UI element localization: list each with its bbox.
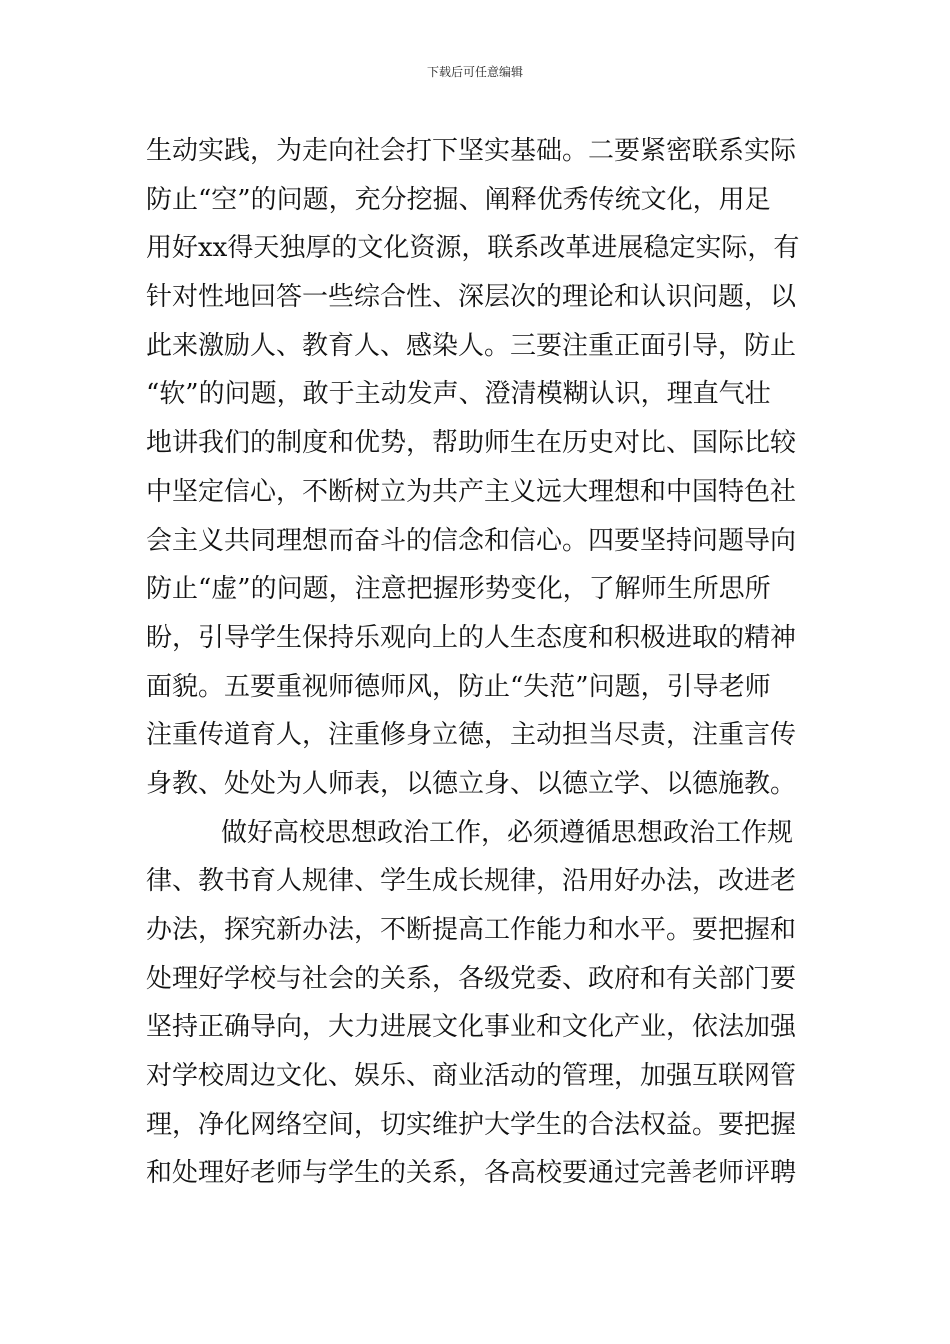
text-line: 此来激励人、教育人、感染人。三要注重正面引导，防止	[146, 330, 797, 361]
text-line: 对学校周边文化、娱乐、商业活动的管理，加强互联网管	[146, 1061, 797, 1092]
text-line: 做好高校思想政治工作，必须遵循思想政治工作规	[221, 817, 794, 848]
text-line: 中坚定信心，不断树立为共产主义远大理想和中国特色社	[146, 476, 797, 507]
body-text	[146, 127, 806, 1198]
text-line: 身教、处处为人师表，以德立身、以德立学、以德施教。	[146, 768, 797, 799]
text-line: 盼，引导学生保持乐观向上的人生态度和积极进取的精神	[146, 622, 797, 653]
paragraph-2	[146, 809, 806, 1199]
text-line: 防止“空”的问题，充分挖掘、阐释优秀传统文化，用足	[146, 184, 771, 215]
text-line: 处理好学校与社会的关系，各级党委、政府和有关部门要	[146, 963, 797, 994]
text-line: 办法，探究新办法，不断提高工作能力和水平。要把握和	[146, 915, 797, 945]
text-line: 注重传道育人，注重修身立德，主动担当尽责，注重言传	[146, 720, 797, 751]
paragraph-1	[146, 127, 806, 809]
text-line: 用好xx得天独厚的文化资源，联系改革进展稳定实际，有	[146, 233, 800, 264]
text-line: 律、教书育人规律、学生成长规律，沿用好办法，改进老	[146, 866, 797, 897]
text-line: 地讲我们的制度和优势，帮助师生在历史对比、国际比较	[146, 428, 797, 459]
text-line: 生动实践，为走向社会打下坚实基础。二要紧密联系实际	[146, 136, 797, 166]
text-line: 理，净化网络空间，切实维护大学生的合法权益。要把握	[146, 1109, 797, 1140]
page-header: 下载后可任意编辑	[426, 65, 523, 79]
text-line: 会主义共同理想而奋斗的信念和信心。四要坚持问题导向	[146, 525, 797, 556]
text-line: 和处理好老师与学生的关系，各高校要通过完善老师评聘	[146, 1158, 797, 1189]
text-line: “软”的问题，敢于主动发声、澄清模糊认识，理直气壮	[146, 379, 771, 410]
text-line: 针对性地回答一些综合性、深层次的理论和认识问题，以	[146, 282, 797, 313]
text-line: 坚持正确导向，大力进展文化事业和文化产业，依法加强	[146, 1012, 797, 1043]
text-line: 防止“虚”的问题，注意把握形势变化，了解师生所思所	[146, 574, 771, 605]
text-line: 面貌。五要重视师德师风，防止“失范”问题，引导老师	[146, 671, 771, 702]
